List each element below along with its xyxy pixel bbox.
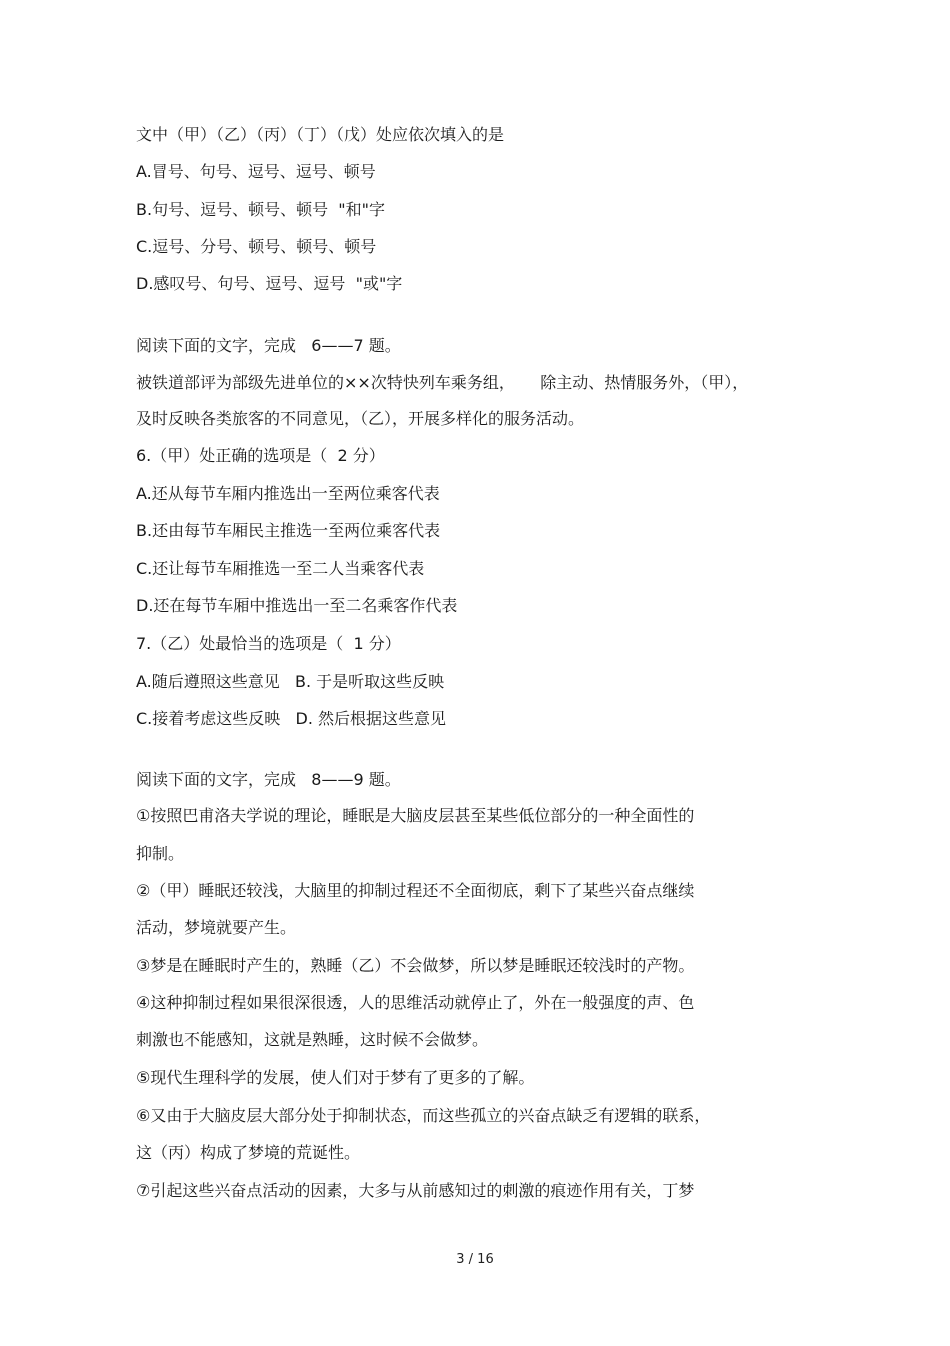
option-d: D.还在每节车厢中推选出一至二名乘客作代表 bbox=[136, 596, 458, 615]
sentence-1-cont: 抑制。 bbox=[136, 844, 185, 863]
option-b: B.还由每节车厢民主推选一至两位乘客代表 bbox=[136, 521, 441, 540]
question-6: 6.（甲）处正确的选项是（ 2 分） bbox=[136, 446, 385, 465]
options-ab: A.随后遵照这些意见 B. 于是听取这些反映 bbox=[136, 672, 445, 691]
sentence-4: ④这种抑制过程如果很深很透，人的思维活动就停止了，外在一般强度的声、色 bbox=[136, 993, 695, 1012]
option-a: A.还从每节车厢内推选出一至两位乘客代表 bbox=[136, 484, 440, 503]
sentence-2: ②（甲）睡眠还较浅，大脑里的抑制过程还不全面彻底，剩下了某些兴奋点继续 bbox=[136, 881, 695, 900]
sentence-3: ③梦是在睡眠时产生的，熟睡（乙）不会做梦，所以梦是睡眠还较浅时的产物。 bbox=[136, 956, 695, 975]
page-number: 3 / 16 bbox=[456, 1252, 494, 1267]
reading-instruction: 阅读下面的文字，完成 8——9 题。 bbox=[136, 770, 401, 789]
reading-instruction: 阅读下面的文字，完成 6——7 题。 bbox=[136, 336, 401, 355]
option-b: B.句号、逗号、顿号、顿号 "和"字 bbox=[136, 200, 385, 219]
sentence-6: ⑥又由于大脑皮层大部分处于抑制状态，而这些孤立的兴奋点缺乏有逻辑的联系， bbox=[136, 1106, 711, 1125]
sentence-5: ⑤现代生理科学的发展，使人们对于梦有了更多的了解。 bbox=[136, 1068, 535, 1087]
sentence-7: ⑦引起这些兴奋点活动的因素，大多与从前感知过的刺激的痕迹作用有关，丁梦 bbox=[136, 1181, 695, 1200]
option-c: C.逗号、分号、顿号、顿号、顿号 bbox=[136, 237, 377, 256]
options-cd: C.接着考虑这些反映 D. 然后根据这些意见 bbox=[136, 709, 447, 728]
sentence-4-cont: 刺激也不能感知，这就是熟睡，这时候不会做梦。 bbox=[136, 1030, 489, 1049]
question-prompt: 文中（甲）（乙）（丙）（丁）（戊）处应依次填入的是 bbox=[136, 125, 505, 144]
passage-line: 被铁道部评为部级先进单位的××次特快列车乘务组， 除主动、热情服务外，（甲）， bbox=[136, 373, 749, 392]
question-7: 7.（乙）处最恰当的选项是（ 1 分） bbox=[136, 634, 401, 653]
option-c: C.还让每节车厢推选一至二人当乘客代表 bbox=[136, 559, 425, 578]
option-a: A.冒号、句号、逗号、逗号、顿号 bbox=[136, 162, 376, 181]
sentence-1: ①按照巴甫洛夫学说的理论，睡眠是大脑皮层甚至某些低位部分的一种全面性的 bbox=[136, 806, 695, 825]
sentence-6-cont: 这（丙）构成了梦境的荒诞性。 bbox=[136, 1143, 361, 1162]
sentence-2-cont: 活动，梦境就要产生。 bbox=[136, 918, 297, 937]
passage-line: 及时反映各类旅客的不同意见，（乙），开展多样化的服务活动。 bbox=[136, 409, 585, 428]
option-d: D.感叹号、句号、逗号、逗号 "或"字 bbox=[136, 274, 403, 293]
